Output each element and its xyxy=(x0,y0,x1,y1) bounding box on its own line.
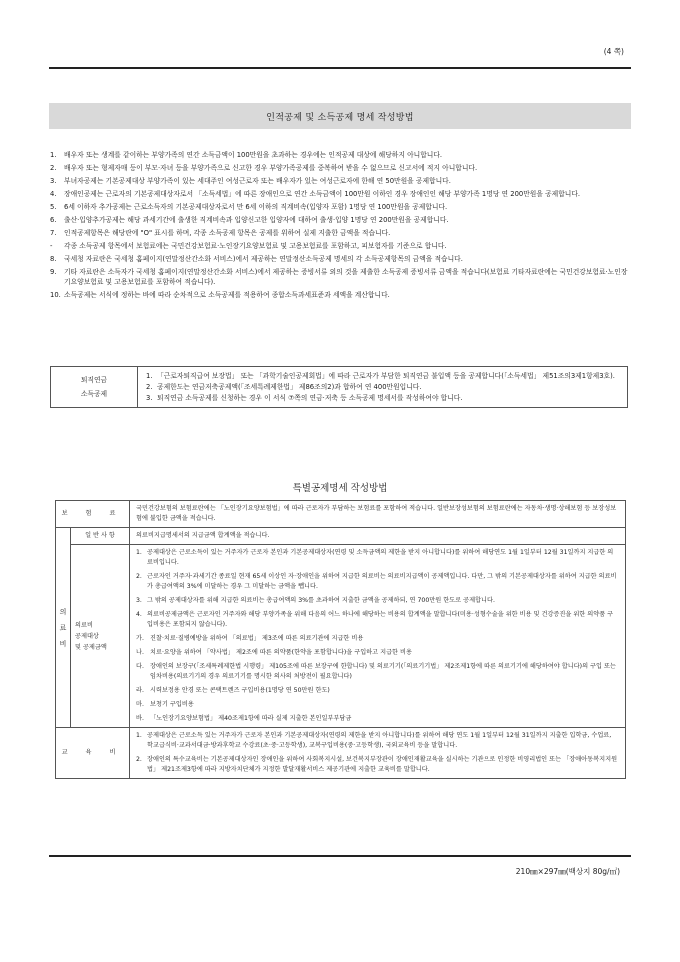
list-item: 6. 출산·입양추가공제는 해당 과세기간에 출생한 직계비속과 입양신고한 입양자에 대하여 출생·입양 1명당 연 200만원을 공제합니다. xyxy=(50,215,449,224)
list-item: 라. 시력보정용 안경 또는 콘택트렌즈 구입비용(1명당 연 50만원 한도) xyxy=(136,687,330,694)
table-row xyxy=(56,501,626,528)
list-item: 1. 공제대상은 근로소득 있는 거주자가 근로자 본인과 기본공제대상자(연령의 제한을 받지 아니합니다)를 위하여 해당 연도 1월 1일부터 12월 31일까지 지출한 입학금, 수업료, 학교급식비·교과서대금·방과후학교 수강료(초·중·고등학생), 교복구입비용(중·고등학생), 국외교육비 등을 말합니다. xyxy=(136,732,612,749)
medical-target-body xyxy=(130,545,626,728)
list-item: 2. 배우자 또는 형제자매 등이 부모·자녀 등을 부양가족으로 신고한 경우 부양가족공제를 중복하여 받을 수 없으므로 신고서에 적지 아니합니다. xyxy=(50,163,478,172)
list-item: 4. 장애인공제는 근로자의 기본공제대상자로서 「소득세법」에 따른 장애인으로 연간 소득금액이 100만원 이하인 경우 장애인인 해당 부양가족 1명당 연 200만원을 공제합니다. xyxy=(50,189,581,198)
list-item: 바. 「노인장기요양보험법」 제40조제1항에 따라 실제 지출한 본인일부부담금 xyxy=(136,715,352,722)
list-item: - 각종 소득공제 항목에서 보험료에는 국민건강보험료·노인장기요양보험료 및 고용보험료를 포함하고, 피보험자를 기준으로 합니다. xyxy=(50,241,447,250)
retirement-label: 퇴직연금 소득공제 xyxy=(51,367,138,408)
table-row xyxy=(51,367,628,408)
education-label: 교 육 비 xyxy=(56,728,130,779)
page-number: (4 쪽) xyxy=(603,47,624,56)
retirement-pension-table xyxy=(50,366,628,408)
list-item: 4. 의료비공제금액은 근로자인 거주자와 해당 부양가족을 위해 다음의 어느 하나에 해당하는 비용의 합계액을 말합니다(미용·성형수술을 위한 비용 및 건강증진을 위한 의약품 구입비용은 포함되지 않습니다). xyxy=(136,611,614,628)
insurance-body: 국민건강보험의 보험료란에는 「노인장기요양보험법」에 따라 근로자가 부담하는 보험료를 포함하여 적습니다. 일반보장성보험의 보험료란에는 자동차·생명·상해보험 등 보장성보험에 불입한 금액을 적습니다. xyxy=(130,501,626,528)
list-item: 다. 장애인의 보장구(「조세특례제한법 시행령」 제105조에 따른 보장구에 한합니다) 및 의료기기(「의료기기법」 제2조제1항에 따른 의료기기에 해당하여야 합니다)의 구입 또는 임차비용(의료기기의 경우 의료기기를 명시한 의사의 처방전이 필요합니다) xyxy=(136,663,616,680)
medical-general-body: 의료비지급명세서의 지급금액 합계액을 적습니다. xyxy=(130,528,626,545)
list-item: 2. 장애인의 특수교육비는 기본공제대상자인 장애인을 위하여 사회복지시설, 보건복지부장관이 장애인재활교육을 실시하는 기관으로 인정한 비영리법인 또는 「장애아동복지지원법」 제21조제3항에 따라 지방자치단체가 지정한 발달재활서비스 제공기관에 지출한 교육비를 말합니다. xyxy=(136,756,618,773)
table-row xyxy=(56,545,626,728)
list-item: 마. 보청기 구입비용 xyxy=(136,701,194,708)
medical-general-label: 일 반 사 항 xyxy=(71,528,130,545)
personal-deduction-instructions xyxy=(50,150,630,303)
list-item: 3. 부녀자공제는 기본공제대상 부양가족이 있는 세대주인 여성근로자 또는 배우자가 있는 여성근로자에 한해 연 50만원을 공제합니다. xyxy=(50,176,451,185)
top-rule xyxy=(49,67,631,69)
bottom-rule xyxy=(49,855,631,857)
list-item: 1. 공제대상은 근로소득이 있는 거주자가 근로자 본인과 기본공제대상자(연령 및 소득금액의 제한을 받지 아니합니다)를 위하여 해당연도 1월 1일부터 12월 31일까지 지급한 의료비입니다. xyxy=(136,549,614,566)
list-item: 7. 인적공제항목은 해당란에 "O" 표시를 하며, 각종 소득공제 항목은 공제를 위하여 실제 지출한 금액을 적습니다. xyxy=(50,228,391,237)
list-item: 1. 「근로자퇴직급여 보장법」 또는 「과학기술인공제회법」에 따라 근로자가 부담한 퇴직연금 불입액 등을 공제합니다(「소득세법」 제51조의3제1항제3호). xyxy=(146,372,615,380)
table-row xyxy=(56,528,626,545)
list-item: 2. 근로자인 거주자·과세기간 종료일 현재 65세 이상인 자·장애인을 위하여 지급한 의료비는 의료비지급액이 공제액입니다. 다만, 그 밖의 기본공제대상자를 위하여 지급한 의료비가 총급여액의 3%에 미달하는 경우 그 미달하는 금액을 뺍니다. xyxy=(136,573,617,590)
section1-title: 인적공제 및 소득공제 명세 작성방법 xyxy=(49,103,631,129)
list-item: 5. 6세 이하자 추가공제는 근로소득자의 기본공제대상자로서 만 6세 이하의 직계비속(입양자 포함) 1명당 연 100만원을 공제합니다. xyxy=(50,202,448,211)
section2-title: 특별공제명세 작성방법 xyxy=(292,483,388,494)
list-item: 9. 기타 자료란은 소득자가 국세청 홈페이지(연말정산간소화 서비스)에서 제공하는 증빙서류 외의 것을 제출한 소득공제 증빙서류 금액을 적습니다(보험료 기타자료란에는 국민건강보험료·노인장기요양보험료 및 고용보험료를 포함하여 적습니다). xyxy=(50,267,628,287)
education-body xyxy=(130,728,626,779)
special-deduction-table xyxy=(55,500,626,779)
list-item: 1. 배우자 또는 생계를 같이하는 부양가족의 연간 소득금액이 100만원을 초과하는 경우에는 인적공제 대상에 해당하지 아니합니다. xyxy=(50,151,443,159)
list-item: 10. 소득공제는 서식에 정하는 바에 따라 순차적으로 소득공제를 적용하여 종합소득과세표준과 세액을 계산합니다. xyxy=(50,291,390,300)
list-item: 2. 공제한도는 연금저축공제액(「조세특례제한법」 제86조의2)과 합하여 연 400만원입니다. xyxy=(146,382,422,391)
list-item: 나. 치료·요양을 위하여 「약사법」 제2조에 따른 의약품(한약을 포함합니다)을 구입하고 지급한 비용 xyxy=(136,649,412,656)
table-row xyxy=(56,728,626,779)
list-item: 8. 국세청 자료란은 국세청 홈페이지(연말정산간소화 서비스)에서 제공하는 연말정산소득공제 명세의 각 소득공제항목의 금액을 적습니다. xyxy=(50,254,463,263)
list-item: 3. 그 밖의 공제대상자를 위해 지급한 의료비는 총급여액의 3%를 초과하여 지출한 금액을 공제하되, 연 700만원 한도로 공제합니다. xyxy=(136,597,495,604)
medical-target-label: 의료비 공제대상 및 공제금액 xyxy=(71,545,130,728)
insurance-label: 보 험 료 xyxy=(56,501,130,528)
list-item: 3. 퇴직연금 소득공제를 신청하는 경우 이 서식 ⑦쪽의 연금·저축 등 소득공제 명세서를 작성하여야 합니다. xyxy=(146,393,463,402)
paper-spec: 210㎜×297㎜(백상지 80g/㎡) xyxy=(515,867,620,876)
retirement-body xyxy=(138,367,628,408)
medical-label: 의 료 비 xyxy=(56,528,71,728)
list-item: 가. 진찰·치료·질병예방을 위하여 「의료법」 제3조에 따른 의료기관에 지급한 비용 xyxy=(136,635,364,642)
